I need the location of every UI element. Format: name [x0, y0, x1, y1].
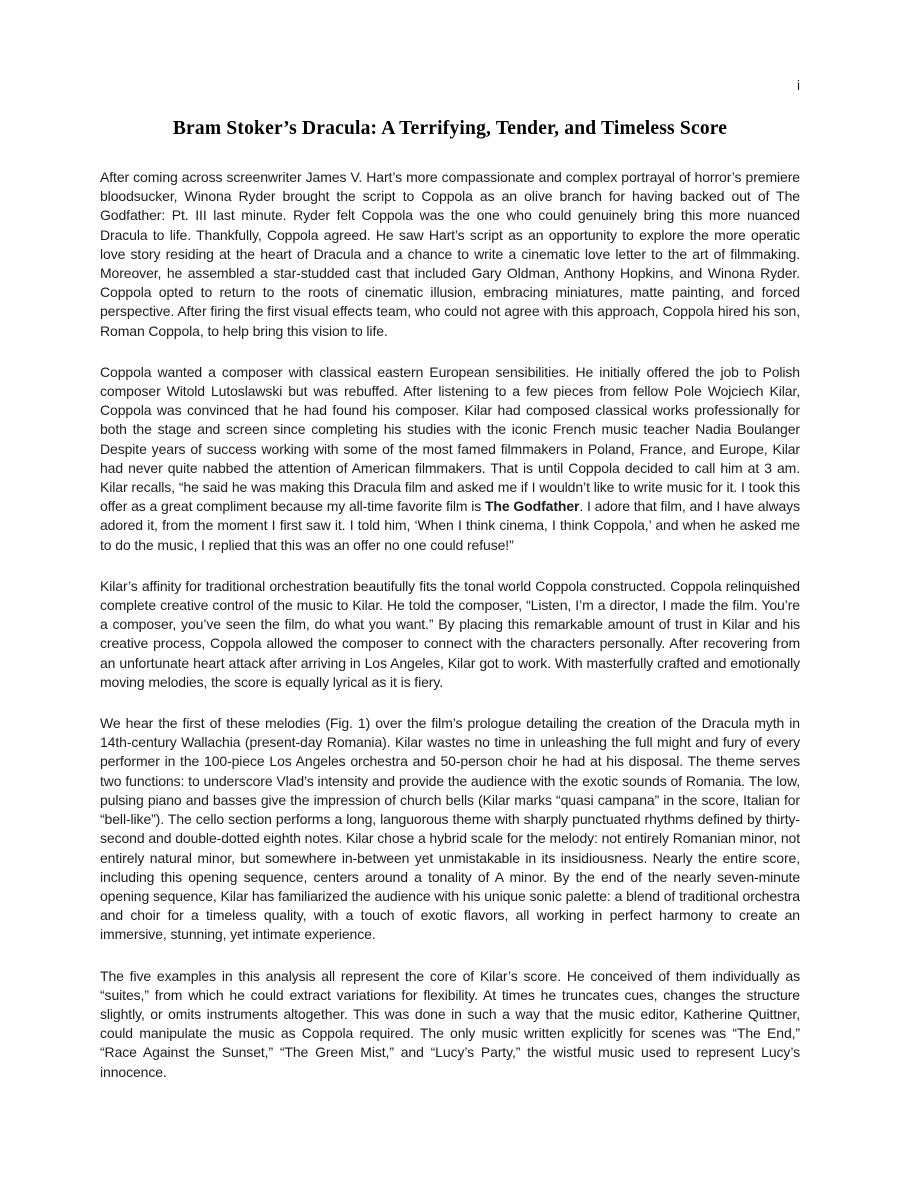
text-run: Kilar’s affinity for traditional orchestration beautifully fits the tonal world Coppola constructed. Coppola relinquished complete creative control of the music to Kilar. He told the composer, “Listen, I’m a director, I made the film. You’re a composer, you’ve seen the film, do what you want.” By placing this remarkable amount of trust in Kilar and his creative process, Coppola allowed the composer to connect with the characters personally. After recovering from an unfortunate heart attack after arriving in Los Angeles, Kilar got to work. With masterfully crafted and emotionally moving melodies, the score is equally lyrical as it is fiery.	[100, 577, 800, 690]
text-run: Coppola wanted a composer with classical eastern European sensibilities. He initially offered the job to Polish composer Witold Lutoslawski but was rebuffed. After listening to a few pieces from fellow Pole Wojciech Kilar, Coppola was convinced that he had found his composer. Kilar had composed classical works professionally for both the stage and screen since completing his studies with the iconic French music teacher Nadia Boulanger Despite years of success working with some of the most famed filmmakers in Poland, France, and Europe, Kilar had never quite nabbed the attention of American filmmakers. That is until Coppola decided to call him at 3 am. Kilar recalls, “he said he was making this Dracula film and asked me if I wouldn’t like to write music for it. I took this offer as a great compliment because my all-time favorite film is	[100, 363, 800, 515]
text-run: The Godfather	[484, 498, 580, 515]
page-title: Bram Stoker’s Dracula: A Terrifying, Tender, and Timeless Score	[172, 118, 728, 139]
paragraph	[100, 168, 800, 341]
text-run: We hear the first of these melodies (Fig. 1) over the film’s prologue detailing the creation of the Dracula myth in 14th-century Wallachia (present-day Romania). Kilar wastes no time in unleashing the full might and fury of every performer in the 100-piece Los Angeles orchestra and 50-person choir he had at his disposal. The theme serves two functions: to underscore Vlad’s intensity and provide the audience with the exotic sounds of Romania. The low, pulsing piano and basses give the impression of church bells (Kilar marks “quasi campana” in the score, Italian for “bell-like”). The cello section performs a long, languorous theme with sharply punctuated rhythms defined by thirty-second and double-dotted eighth notes. Kilar chose a hybrid scale for the melody: not entirely Romanian minor, not entirely natural minor, but somewhere in-between yet unmistakable in its insidiousness. Nearly the entire score, including this opening sequence, centers around a tonality of A minor. By the end of the nearly seven-minute opening sequence, Kilar has familiarized the audience with his unique sonic palette: a blend of traditional orchestra and choir for a timeless quality, with a touch of exotic flavors, all working in perfect harmony to create an immersive, stunning, yet intimate experience.	[100, 715, 800, 943]
text-run: After coming across screenwriter James V. Hart’s more compassionate and complex portrayal of horror’s premiere bloodsucker, Winona Ryder brought the script to Coppola as an olive branch for having backed out of The Godfather: Pt. III last minute. Ryder felt Coppola was the one who could genuinely bring this more nuanced Dracula to life. Thankfully, Coppola agreed. He saw Hart’s script as an opportunity to explore the more operatic love story residing at the heart of Dracula and a chance to write a cinematic love letter to the art of filmmaking. Moreover, he assembled a star-studded cast that included Gary Oldman, Anthony Hopkins, and Winona Ryder. Coppola opted to return to the roots of cinematic illusion, embracing miniatures, matte painting, and forced perspective. After firing the first visual effects team, who could not agree with this approach, Coppola hired his son, Roman Coppola, to help bring this vision to life.	[100, 169, 800, 339]
text-run: The five examples in this analysis all represent the core of Kilar’s score. He conceived of them individually as “suites,” from which he could extract variations for flexibility. At times he truncates cues, changes the structure slightly, or omits instruments altogether. This was done in such a way that the music editor, Katherine Quittner, could manipulate the music as Coppola required. The only music written explicitly for scenes was “The End,” “Race Against the Sunset,” “The Green Mist,” and “Lucy’s Party,” the wistful music used to represent Lucy’s innocence.	[100, 967, 800, 1080]
paragraph	[100, 967, 800, 1082]
paragraph	[100, 363, 800, 555]
page-number: i	[797, 78, 800, 93]
document-body	[100, 168, 800, 1104]
paragraph	[100, 714, 800, 944]
text-run: . I adore that film, and I have always adored it, from the moment I first saw it. I told him, ‘When I think cinema, I think Coppola,’ and when he asked me to do the music, I replied that this was an offer no one could refuse!”	[100, 498, 800, 553]
paragraph	[100, 577, 800, 692]
